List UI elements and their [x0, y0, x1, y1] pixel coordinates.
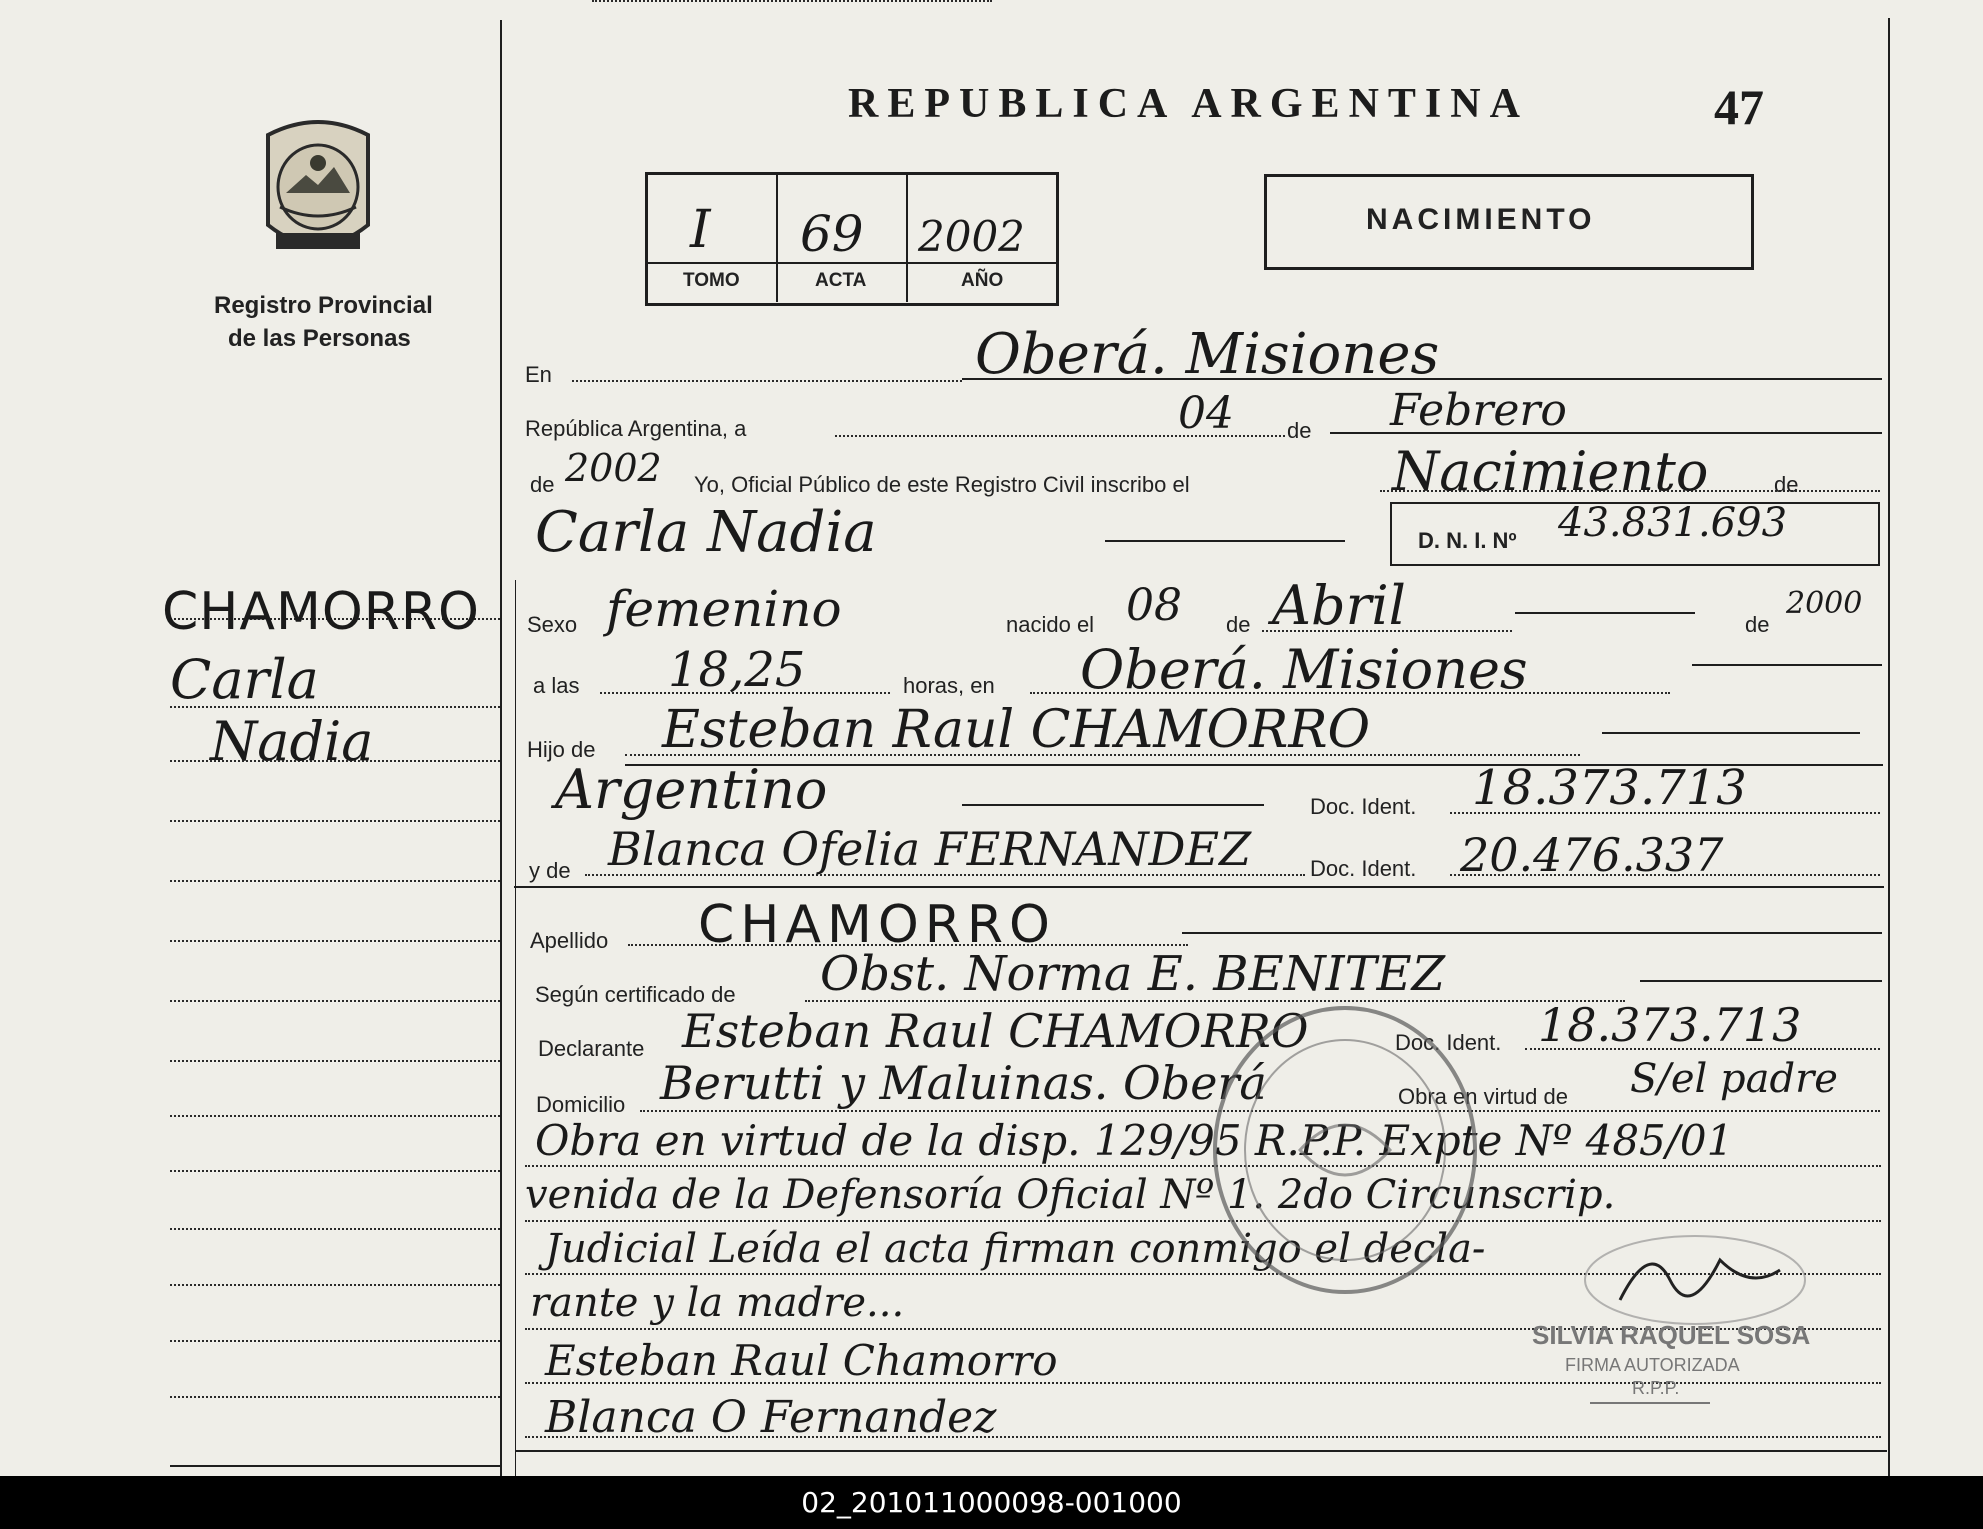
father-nationality: Argentino — [555, 758, 828, 821]
mother-signature: Blanca O Fernandez — [545, 1392, 997, 1443]
dni-value: 43.831.693 — [1558, 500, 1788, 546]
certificate-type: NACIMIENTO — [1366, 203, 1596, 236]
day-value: 04 — [1178, 388, 1234, 439]
yde-label: y de — [529, 858, 571, 883]
note-line-1: Obra en virtud de la disp. 129/95 R.P.P. Expte Nº 485/01 — [535, 1116, 1734, 1165]
notes-line — [525, 1165, 1881, 1167]
apellido-line — [1182, 932, 1882, 934]
margin-line — [170, 1170, 500, 1172]
margin-line — [170, 1340, 500, 1342]
apellido-value: CHAMORRO — [698, 895, 1056, 955]
margin-line — [170, 1115, 500, 1117]
tomo-value: I — [690, 200, 711, 260]
segun-value: Obst. Norma E. BENITEZ — [820, 946, 1445, 1002]
record-box-divider — [906, 174, 908, 302]
obra-value: S/el padre — [1630, 1056, 1838, 1102]
name-line — [1105, 540, 1345, 542]
image-caption: 02_201011000098-001000 — [0, 1476, 1983, 1529]
birth-time: 18,25 — [668, 642, 806, 698]
margin-line — [170, 1228, 500, 1230]
en-line — [572, 380, 962, 382]
mother-name: Blanca Ofelia FERNANDEZ — [608, 822, 1252, 876]
birth-month-line — [1515, 612, 1695, 614]
apellido-label: Apellido — [530, 928, 609, 953]
republica-label: República Argentina, a — [525, 416, 747, 441]
section-rule — [514, 886, 1884, 888]
nationality-line — [962, 804, 1264, 806]
en-value: Oberá. Misiones — [975, 322, 1440, 387]
note-line-2: venida de la Defensoría Oficial Nº 1. 2do Circunscrip. — [525, 1172, 1616, 1218]
acta-label: ACTA — [815, 270, 867, 291]
margin-first-name: Carla — [170, 648, 319, 711]
margin-line — [170, 1284, 500, 1286]
hijo-label: Hijo de — [527, 737, 596, 762]
obra-label: Obra en virtud de — [1398, 1084, 1568, 1109]
declarante-doc-label: Doc. Ident. — [1395, 1030, 1502, 1055]
official-underline — [1590, 1402, 1710, 1404]
domicilio-label: Domicilio — [536, 1092, 626, 1117]
authorized-signature-oval — [1580, 1230, 1810, 1330]
de-label: de — [1287, 418, 1312, 443]
horas-label: horas, en — [903, 673, 995, 698]
note-line-4: rante y la madre... — [530, 1280, 905, 1326]
margin-line — [170, 1060, 500, 1062]
birth-place-line — [1692, 664, 1882, 666]
ano-value: 2002 — [918, 212, 1025, 261]
nacido-label: nacido el — [1006, 612, 1095, 637]
de4-label: de — [1226, 612, 1251, 637]
birth-month: Abril — [1272, 574, 1406, 637]
column-divider — [500, 20, 502, 1476]
birth-year: 2000 — [1786, 586, 1863, 621]
note-line-3: Judicial Leída el acta firman conmigo el decla- — [545, 1226, 1486, 1272]
margin-line — [170, 1465, 500, 1467]
father-name: Esteban Raul CHAMORRO — [662, 700, 1371, 760]
sexo-label: Sexo — [527, 612, 578, 637]
official-round-stamp — [1205, 1000, 1485, 1300]
registry-name-line1: Registro Provincial — [214, 292, 433, 319]
notes-line — [525, 1220, 1881, 1222]
margin-line — [170, 1000, 500, 1002]
segun-label: Según certificado de — [535, 982, 736, 1007]
declarante-value: Esteban Raul CHAMORRO — [682, 1004, 1309, 1058]
registry-name-line2: de las Personas — [228, 325, 411, 352]
declarant-signature: Esteban Raul Chamorro — [545, 1336, 1058, 1385]
father-line — [1602, 732, 1860, 734]
page-number: 47 — [1714, 79, 1764, 135]
de2-label: de — [530, 472, 555, 497]
dni-label: D. N. I. Nº — [1418, 528, 1517, 553]
en-label: En — [525, 362, 552, 387]
margin-inner-border — [515, 580, 516, 1476]
margin-line — [170, 880, 500, 882]
official-role: FIRMA AUTORIZADA — [1565, 1355, 1740, 1375]
father-doc: 18.373.713 — [1472, 760, 1747, 816]
de5-label: de — [1745, 612, 1770, 637]
margin-surname: CHAMORRO — [162, 582, 480, 642]
margin-line — [170, 1396, 500, 1398]
margin-line — [170, 820, 500, 822]
de3-label: de — [1774, 472, 1799, 497]
father-doc-label: Doc. Ident. — [1310, 794, 1417, 819]
province-seal — [256, 115, 380, 265]
country-title: REPUBLICA ARGENTINA — [848, 81, 1529, 127]
tomo-label: TOMO — [683, 270, 740, 291]
record-box-divider — [776, 174, 778, 302]
month-value: Febrero — [1390, 385, 1567, 436]
official-name: SILVIA RAQUEL SOSA — [1532, 1320, 1811, 1350]
ano-label: AÑO — [961, 270, 1004, 291]
sexo-line — [592, 0, 992, 2]
mother-doc: 20.476.337 — [1460, 828, 1724, 882]
birth-day: 08 — [1126, 580, 1182, 631]
acta-value: 69 — [800, 205, 864, 263]
year-value: 2002 — [565, 446, 662, 490]
sexo-value: femenino — [606, 580, 842, 638]
domicilio-value: Berutti y Maluinas. Oberá — [660, 1056, 1267, 1110]
official-org: R.P.P. — [1632, 1378, 1680, 1398]
yo-label: Yo, Oficial Público de este Registro Civil inscribo el — [694, 472, 1190, 497]
margin-line — [170, 940, 500, 942]
bottom-rule — [515, 1450, 1887, 1452]
mother-doc-label: Doc. Ident. — [1310, 856, 1417, 881]
declarante-label: Declarante — [538, 1036, 645, 1061]
segun-line — [1640, 980, 1882, 982]
birth-place: Oberá. Misiones — [1080, 638, 1528, 701]
right-border — [1888, 18, 1890, 1476]
registered-name: Carla Nadia — [535, 500, 877, 565]
inscribe-value: Nacimiento — [1392, 440, 1709, 503]
margin-middle-name: Nadia — [210, 710, 374, 773]
declarante-doc: 18.373.713 — [1538, 998, 1802, 1052]
alas-label: a las — [533, 673, 580, 698]
